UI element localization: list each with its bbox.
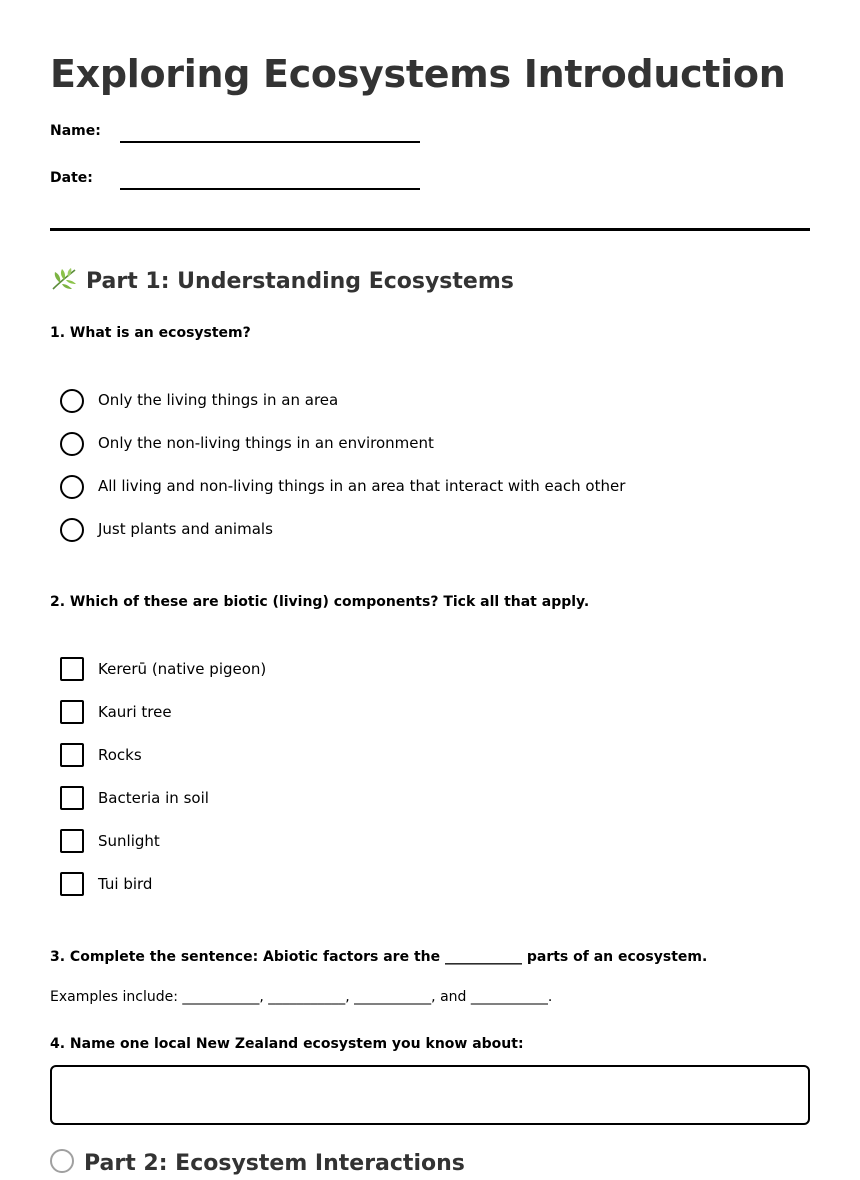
option-label: Kererū (native pigeon) — [98, 660, 267, 678]
checkbox[interactable] — [60, 700, 84, 724]
date-field-row — [50, 168, 470, 198]
section-title-text: Part 1: Understanding Ecosystems — [86, 269, 514, 294]
section-title-text: Part 2: Ecosystem Interactions — [84, 1151, 465, 1176]
question-3-examples: Examples include: ___________, ___________, ___________, and ___________. — [50, 989, 553, 1005]
option-label: Bacteria in soil — [98, 789, 209, 807]
header-divider — [50, 228, 810, 231]
checkbox[interactable] — [60, 829, 84, 853]
question-3: 3. Complete the sentence: Abiotic factors are the ___________ parts of an ecosystem. — [50, 949, 708, 965]
q2-option-1[interactable] — [60, 657, 760, 683]
checkbox[interactable] — [60, 786, 84, 810]
q4-answer-box[interactable] — [50, 1065, 810, 1125]
option-label: Kauri tree — [98, 703, 172, 721]
option-label: Only the non-living things in an environment — [98, 434, 434, 452]
radio-button[interactable] — [60, 389, 84, 413]
q1-option-4[interactable] — [60, 517, 760, 543]
question-2: 2. Which of these are biotic (living) components? Tick all that apply. — [50, 594, 590, 610]
q1-option-1[interactable] — [60, 388, 760, 414]
radio-button[interactable] — [60, 518, 84, 542]
question-1: 1. What is an ecosystem? — [50, 325, 251, 341]
radio-button[interactable] — [60, 475, 84, 499]
q2-option-6[interactable] — [60, 872, 760, 898]
name-input-line[interactable] — [120, 141, 420, 143]
name-label: Name: — [50, 123, 101, 139]
leaf-icon — [50, 267, 78, 291]
option-label: Rocks — [98, 746, 142, 764]
q2-option-4[interactable] — [60, 786, 760, 812]
q1-option-2[interactable] — [60, 431, 760, 457]
option-label: Sunlight — [98, 832, 160, 850]
page-title: Exploring Ecosystems Introduction — [50, 52, 786, 96]
checkbox[interactable] — [60, 657, 84, 681]
q2-option-3[interactable] — [60, 743, 760, 769]
q2-option-5[interactable] — [60, 829, 760, 855]
section-title-part-2 — [50, 1148, 465, 1180]
circle-icon — [50, 1149, 74, 1173]
date-input-line[interactable] — [120, 188, 420, 190]
option-label: Just plants and animals — [98, 520, 273, 538]
date-label: Date: — [50, 170, 93, 186]
option-label: Only the living things in an area — [98, 391, 339, 409]
question-4: 4. Name one local New Zealand ecosystem you know about: — [50, 1036, 524, 1052]
option-label: Tui bird — [98, 875, 153, 893]
option-label: All living and non-living things in an area that interact with each other — [98, 477, 626, 495]
q1-option-3[interactable] — [60, 474, 760, 500]
checkbox[interactable] — [60, 743, 84, 767]
section-title-part-1 — [50, 266, 514, 298]
name-field-row — [50, 121, 470, 151]
radio-button[interactable] — [60, 432, 84, 456]
checkbox[interactable] — [60, 872, 84, 896]
q2-option-2[interactable] — [60, 700, 760, 726]
